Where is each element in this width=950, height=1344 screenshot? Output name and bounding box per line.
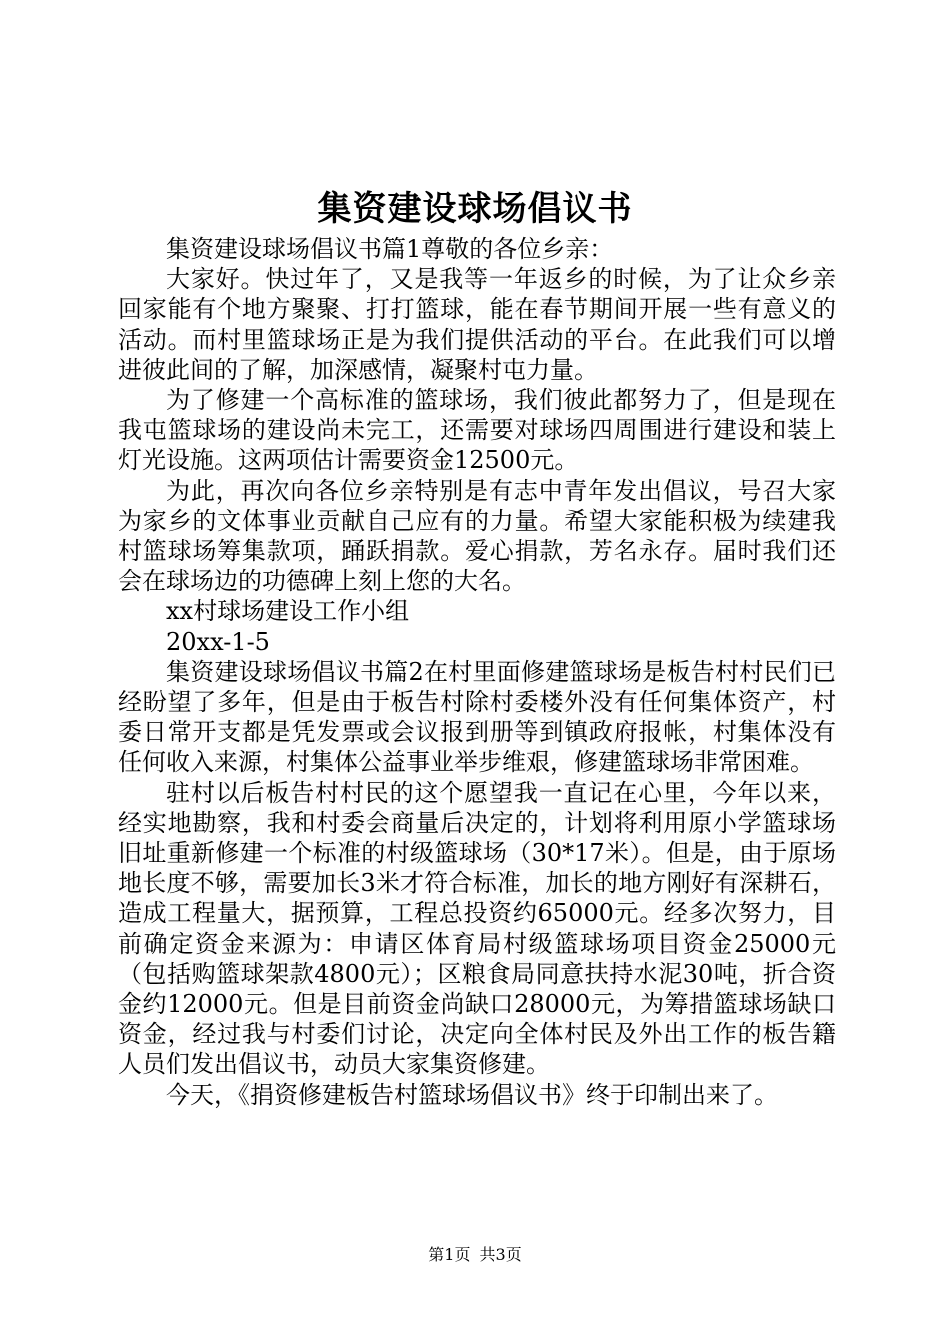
signature-date: 20xx-1-5: [166, 627, 270, 656]
page-footer: [0, 1244, 950, 1266]
paragraph: 为了修建一个高标准的篮球场，我们彼此都努力了，但是现在我屯篮球场的建设尚未完工，还需要对球场四周围进行建设和装上灯光设施。这两项估计需要资金12500元。: [118, 386, 836, 475]
page-number-total: 共3页: [479, 1245, 522, 1264]
paragraph: 大家好。快过年了，又是我等一年返乡的时候，为了让众乡亲回家能有个地方聚聚、打打篮球，能在春节期间开展一些有意义的活动。而村里篮球场正是为我们提供活动的平台。在此我们可以增进彼此间的了解，加深感情，凝聚村屯力量。: [118, 265, 836, 384]
paragraph: 为此，再次向各位乡亲特别是有志中青年发出倡议，号召大家为家乡的文体事业贡献自己应有的力量。希望大家能积极为续建我村篮球场筹集款项，踊跃捐款。爱心捐款，芳名永存。届时我们还会在球场边的功德碑上刻上您的大名。: [118, 476, 836, 596]
paragraph: 今天，《捐资修建板告村篮球场倡议书》终于印制出来了。: [166, 1080, 778, 1109]
paragraph: 集资建设球场倡议书篇1尊敬的各位乡亲：: [166, 235, 614, 263]
paragraph: 集资建设球场倡议书篇2在村里面修建篮球场是板告村村民们已经盼望了多年，但是由于板告村除村委楼外没有任何集体资产，村委日常开支都是凭发票或会议报到册等到镇政府报帐，村集体没有任何收入来源，村集体公益事业举步维艰，修建篮球场非常困难。: [118, 657, 836, 777]
paragraph: 驻村以后板告村村民的这个愿望我一直记在心里，今年以来，经实地勘察，我和村委会商量后决定的，计划将利用原小学篮球场旧址重新修建一个标准的村级篮球场（30*17米）。但是，由于原场地长度不够，需要加长3米才符合标准，加长的地方刚好有深耕石，造成工程量大，据预算，工程总投资约65000元。经多次努力，目前确定资金来源为：申请区体育局村级篮球场项目资金25000元（包括购篮球架款4800元）；区粮食局同意扶持水泥30吨，折合资金约12000元。但是目前资金尚缺口28000元，为筹措篮球场缺口资金，经过我与村委们讨论，决定向全体村民及外出工作的板告籍人员们发出倡议书，动员大家集资修建。: [118, 778, 836, 1079]
signature-group: xx村球场建设工作小组: [166, 597, 410, 626]
page-number-current: 第1页: [428, 1245, 471, 1264]
document-body: [118, 234, 836, 1110]
document-title: 集资建设球场倡议书: [317, 189, 633, 229]
